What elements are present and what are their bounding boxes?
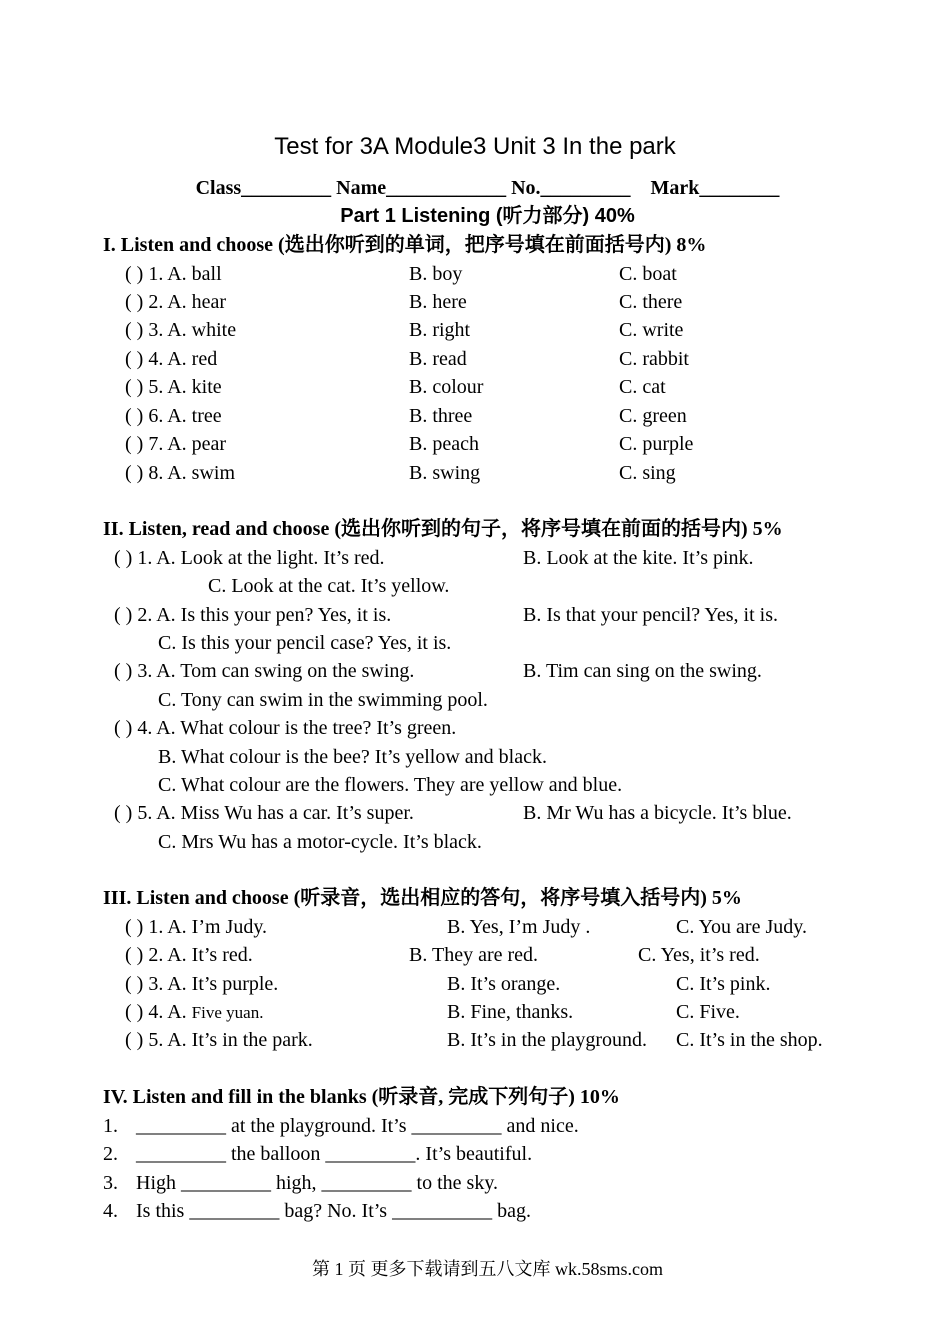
s3-q5-option-a: ( ) 5. A. It’s in the park. — [125, 1029, 313, 1051]
s1-q6-option-b: B. three — [409, 405, 473, 427]
s2-q5-option-c: C. Mrs Wu has a motor-cycle. It’s black. — [158, 831, 482, 853]
s2-q3-option-a: ( ) 3. A. Tom can swing on the swing. — [114, 660, 415, 682]
s3-q4-option-c: C. Five. — [676, 1001, 740, 1023]
s4-item-4-text: Is this _________ bag? No. It’s __________ bag. — [136, 1200, 531, 1222]
s3-q4-option-a — [125, 1000, 263, 1025]
s1-q8-option-b: B. swing — [409, 462, 481, 484]
s4-item-2-text: _________ the balloon _________. It’s beautiful. — [136, 1143, 533, 1165]
s3-q1-option-c: C. You are Judy. — [676, 916, 807, 938]
s1-q1-option-c: C. boat — [619, 263, 677, 285]
s3-q1-option-a: ( ) 1. A. I’m Judy. — [125, 916, 268, 938]
section-2-heading: II. Listen, read and choose (选出你听到的句子，将序号填在前面的括号内) 5% — [103, 518, 783, 540]
s1-q3-option-c: C. write — [619, 319, 684, 341]
section-3-heading: III. Listen and choose (听录音，选出相应的答句，将序号填入括号内) 5% — [103, 887, 742, 909]
s1-q1-stem: ( ) 1. A. ball — [125, 263, 222, 285]
s2-q1-option-a: ( ) 1. A. Look at the light. It’s red. — [114, 547, 385, 569]
s3-q5-option-c: C. It’s in the shop. — [676, 1029, 823, 1051]
s1-q6-option-c: C. green — [619, 405, 687, 427]
s2-q2-option-b: B. Is that your pencil? Yes, it is. — [523, 604, 778, 626]
s3-q5-option-b: B. It’s in the playground. — [447, 1029, 647, 1051]
section-4-heading: IV. Listen and fill in the blanks (听录音, 完成下列句子) 10% — [103, 1086, 620, 1108]
s4-item-4-number: 4. — [103, 1200, 118, 1222]
s2-q1-option-b: B. Look at the kite. It’s pink. — [523, 547, 754, 569]
s1-q3-option-b: B. right — [409, 319, 471, 341]
s1-q7-stem: ( ) 7. A. pear — [125, 433, 227, 455]
s3-q4-option-a-text: Five yuan. — [191, 1003, 264, 1022]
student-info-line: Class_________ Name____________ No._________ Mark________ — [195, 177, 780, 199]
s3-q1-option-b: B. Yes, I’m Judy . — [447, 916, 591, 938]
s2-q5-option-b: B. Mr Wu has a bicycle. It’s blue. — [523, 802, 792, 824]
s2-q4-option-a: ( ) 4. A. What colour is the tree? It’s green. — [114, 717, 457, 739]
s1-q2-stem: ( ) 2. A. hear — [125, 291, 227, 313]
s2-q3-option-c: C. Tony can swim in the swimming pool. — [158, 689, 488, 711]
s1-q5-option-b: B. colour — [409, 376, 484, 398]
s1-q2-option-c: C. there — [619, 291, 683, 313]
s4-item-2-number: 2. — [103, 1143, 118, 1165]
s3-q2-option-b: B. They are red. — [409, 944, 539, 966]
s1-q2-option-b: B. here — [409, 291, 467, 313]
worksheet-title: Test for 3A Module3 Unit 3 In the park — [274, 133, 676, 160]
s3-q4-stem: ( ) 4. A. — [125, 1001, 187, 1023]
s3-q2-option-a: ( ) 2. A. It’s red. — [125, 944, 253, 966]
s2-q4-option-c: C. What colour are the flowers. They are yellow and blue. — [158, 774, 623, 796]
s4-item-1-text: _________ at the playground. It’s _________ and nice. — [136, 1115, 579, 1137]
page-footer: 第 1 页 更多下载请到五八文库 wk.58sms.com — [312, 1259, 663, 1279]
s1-q4-option-b: B. read — [409, 348, 467, 370]
s1-q5-stem: ( ) 5. A. kite — [125, 376, 222, 398]
s1-q7-option-b: B. peach — [409, 433, 479, 455]
s1-q4-option-c: C. rabbit — [619, 348, 689, 370]
s1-q8-stem: ( ) 8. A. swim — [125, 462, 235, 484]
s4-item-1-number: 1. — [103, 1115, 118, 1137]
s4-item-3-number: 3. — [103, 1172, 118, 1194]
s1-q8-option-c: C. sing — [619, 462, 676, 484]
s2-q2-option-a: ( ) 2. A. Is this your pen? Yes, it is. — [114, 604, 392, 626]
s1-q1-option-b: B. boy — [409, 263, 463, 285]
s3-q3-option-a: ( ) 3. A. It’s purple. — [125, 973, 279, 995]
s3-q4-option-b: B. Fine, thanks. — [447, 1001, 574, 1023]
part-1-heading: Part 1 Listening (听力部分) 40% — [340, 205, 635, 227]
s2-q2-option-c: C. Is this your pencil case? Yes, it is. — [158, 632, 452, 654]
s3-q3-option-c: C. It’s pink. — [676, 973, 771, 995]
s1-q5-option-c: C. cat — [619, 376, 666, 398]
s2-q5-option-a: ( ) 5. A. Miss Wu has a car. It’s super. — [114, 802, 414, 824]
s1-q6-stem: ( ) 6. A. tree — [125, 405, 222, 427]
section-1-heading: I. Listen and choose (选出你听到的单词，把序号填在前面括号内) 8% — [103, 234, 707, 256]
s2-q3-option-b: B. Tim can sing on the swing. — [523, 660, 762, 682]
s3-q2-option-c: C. Yes, it’s red. — [638, 944, 760, 966]
s1-q7-option-c: C. purple — [619, 433, 694, 455]
s1-q3-stem: ( ) 3. A. white — [125, 319, 237, 341]
s3-q3-option-b: B. It’s orange. — [447, 973, 561, 995]
s4-item-3-text: High _________ high, _________ to the sky. — [136, 1172, 499, 1194]
s1-q4-stem: ( ) 4. A. red — [125, 348, 218, 370]
s2-q4-option-b: B. What colour is the bee? It’s yellow and black. — [158, 746, 547, 768]
s2-q1-option-c: C. Look at the cat. It’s yellow. — [208, 575, 450, 597]
